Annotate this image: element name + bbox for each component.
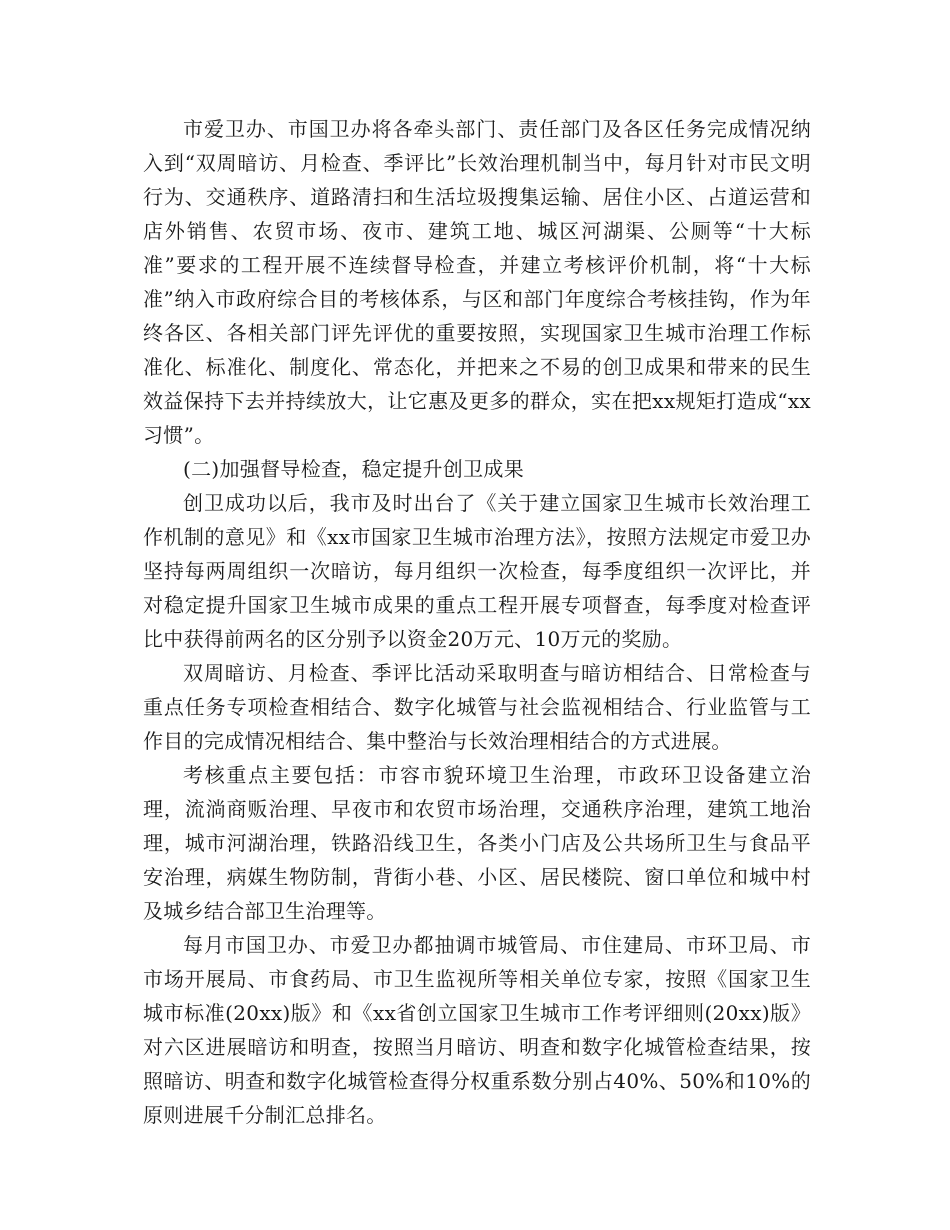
- paragraph-4: 考核重点主要包括：市容市貌环境卫生治理，市政环卫设备建立治理，流淌商贩治理、早夜市和农贸市场治理，交通秩序治理，建筑工地治理，城市河湖治理，铁路沿线卫生，各类小门店及公共场所卫生与食品平安治理，病媒生物防制，背街小巷、小区、居民楼院、窗口单位和城中村及城乡结合部卫生治理等。: [143, 763, 811, 923]
- paragraph-5: 每月市国卫办、市爱卫办都抽调市城管局、市住建局、市环卫局、市市场开展局、市食药局、市卫生监视所等相关单位专家，按照《国家卫生城市标准(20xx)版》和《xx省创立国家卫生城市工作考评细则(20xx)版》对六区进展暗访和明查，按照当月暗访、明查和数字化城管检查结果，按照暗访、明查和数字化城管检查得分权重系数分别占40%、50%和10%的原则进展千分制汇总排名。: [143, 933, 811, 1127]
- paragraph-3: 双周暗访、月检查、季评比活动采取明查与暗访相结合、日常检查与重点任务专项检查相结合、数字化城管与社会监视相结合、行业监管与工作目的完成情况相结合、集中整治与长效治理相结合的方式进展。: [143, 661, 811, 753]
- paragraph-2: 创卫成功以后，我市及时出台了《关于建立国家卫生城市长效治理工作机制的意见》和《xx市国家卫生城市治理方法》，按照方法规定市爱卫办坚持每两周组织一次暗访，每月组织一次检查，每季度组织一次评比，并对稳定提升国家卫生城市成果的重点工程开展专项督查，每季度对检查评比中获得前两名的区分别予以资金20万元、10万元的奖励。: [143, 491, 811, 651]
- section-heading: (二)加强督导检查，稳定提升创卫成果: [183, 457, 525, 481]
- paragraph-1: 市爱卫办、市国卫办将各牵头部门、责任部门及各区任务完成情况纳入到“双周暗访、月检查、季评比”长效治理机制当中，每月针对市民文明行为、交通秩序、道路清扫和生活垃圾搜集运输、居住小区、占道运营和店外销售、农贸市场、夜市、建筑工地、城区河湖渠、公厕等“十大标准”要求的工程开展不连续督导检查，并建立考核评价机制，将“十大标准”纳入市政府综合目的考核体系，与区和部门年度综合考核挂钩，作为年终各区、各相关部门评先评优的重要按照，实现国家卫生城市治理工作标准化、标准化、制度化、常态化，并把来之不易的创卫成果和带来的民生效益保持下去并持续放大，让它惠及更多的群众，实在把xx规矩打造成“xx习惯”。: [143, 117, 811, 447]
- document-body: [143, 112, 811, 1132]
